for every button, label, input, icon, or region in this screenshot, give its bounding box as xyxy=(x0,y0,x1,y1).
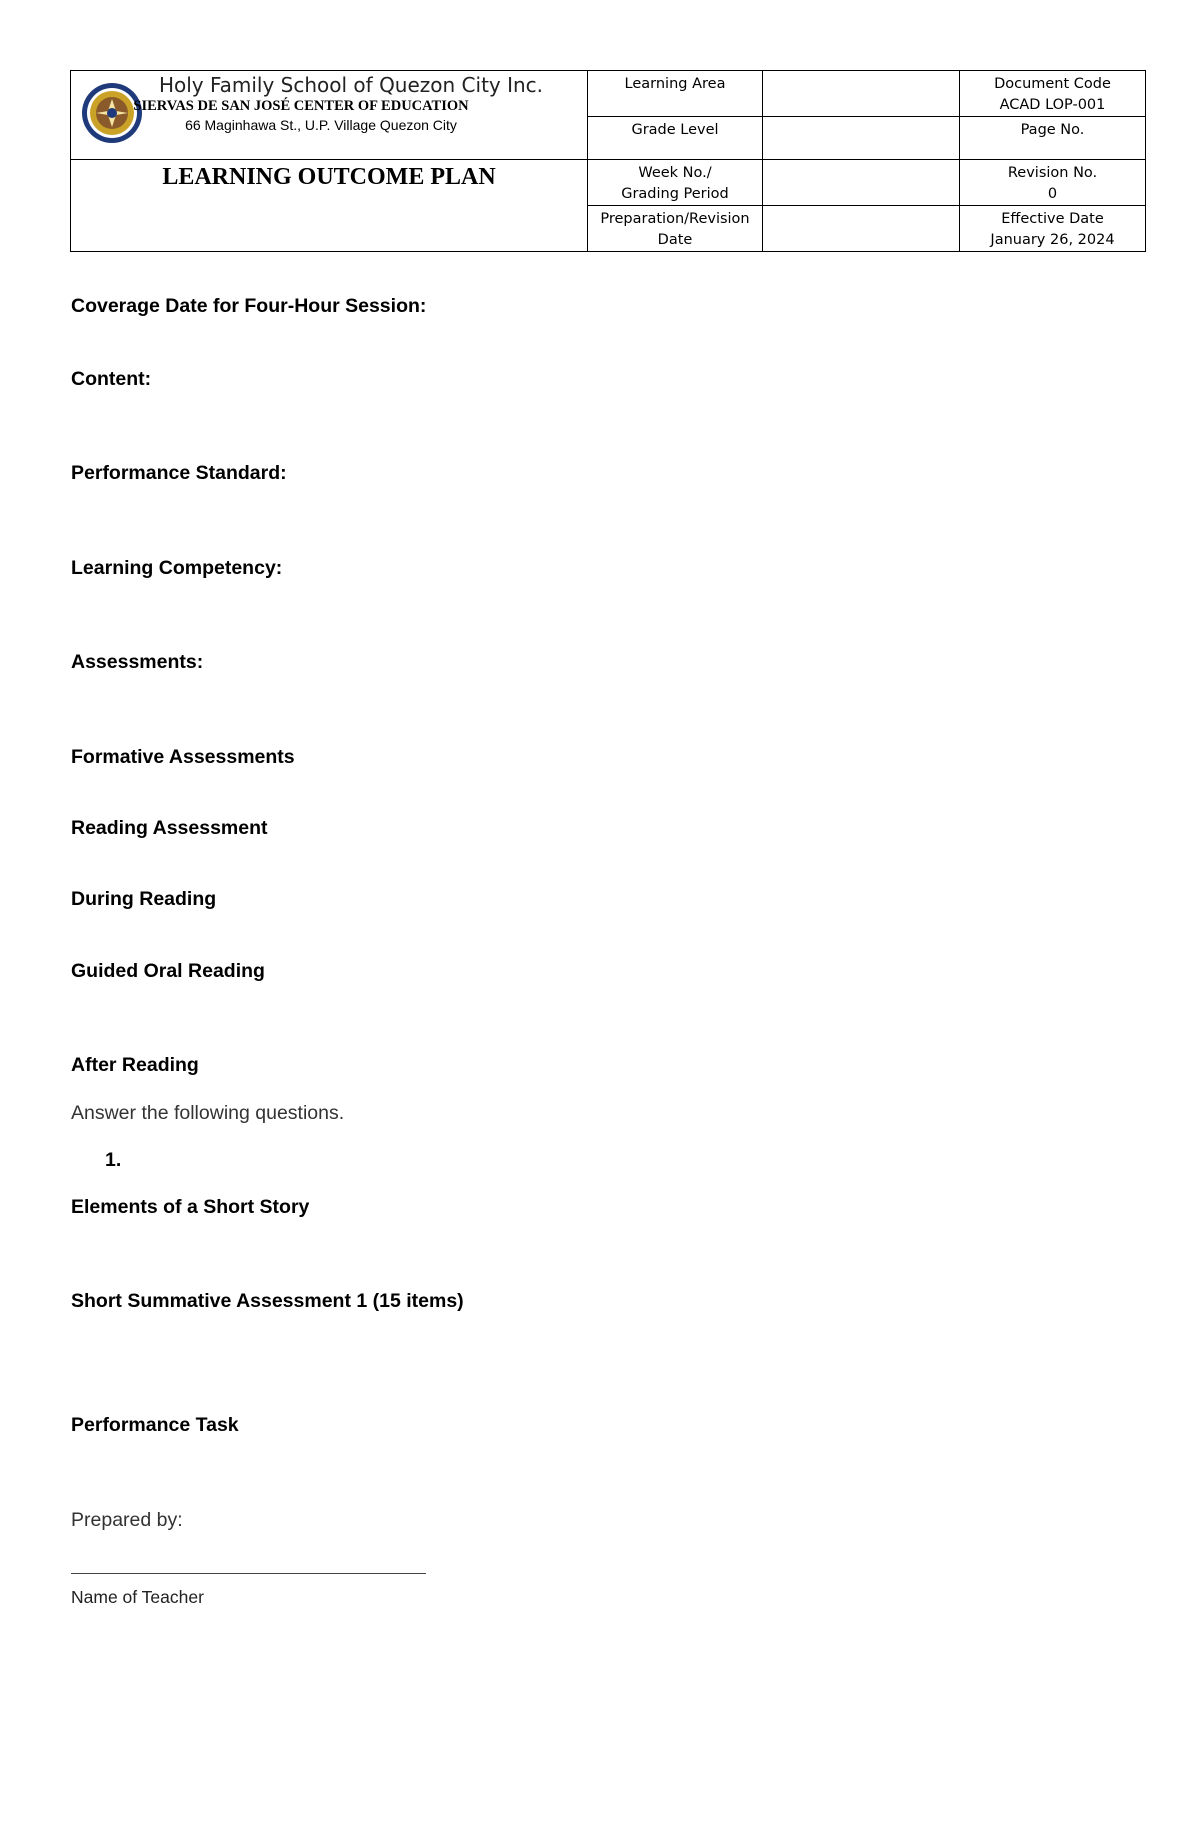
grade-level-value xyxy=(763,117,960,160)
school-info-cell xyxy=(71,71,588,160)
document-code-label: Document Code xyxy=(994,76,1111,92)
prep-date-label-2: Date xyxy=(657,232,693,248)
week-no-cell xyxy=(588,160,763,206)
effective-date-cell xyxy=(960,206,1146,252)
document-code-cell xyxy=(960,71,1146,117)
performance-standard-heading: Performance Standard: xyxy=(71,462,287,484)
header-table xyxy=(70,70,1146,252)
week-no-label: Week No./ xyxy=(638,165,712,181)
school-name: Holy Family School of Quezon City Inc. xyxy=(158,73,544,97)
revision-no-label: Revision No. xyxy=(1007,165,1098,181)
revision-no-value: 0 xyxy=(1047,186,1058,202)
revision-no-cell xyxy=(960,160,1146,206)
grade-level-label: Grade Level xyxy=(588,117,763,160)
prepared-by-label: Prepared by: xyxy=(71,1509,183,1531)
prep-date-cell xyxy=(588,206,763,252)
effective-date-label: Effective Date xyxy=(1001,211,1104,227)
school-subtitle: SIERVAS DE SAN JOSÉ CENTER OF EDUCATION xyxy=(133,98,469,114)
learning-area-value xyxy=(763,71,960,117)
performance-task-heading: Performance Task xyxy=(71,1414,239,1436)
learning-competency-heading: Learning Competency: xyxy=(71,557,283,579)
prep-date-label: Preparation/Revision xyxy=(600,211,750,227)
reading-assessment-heading: Reading Assessment xyxy=(71,817,268,839)
during-reading-heading: During Reading xyxy=(71,888,217,910)
learning-area-label: Learning Area xyxy=(588,71,763,117)
document-title: LEARNING OUTCOME PLAN xyxy=(71,160,588,252)
short-summative-heading: Short Summative Assessment 1 (15 items) xyxy=(71,1290,464,1312)
document-code-value: ACAD LOP-001 xyxy=(999,97,1106,113)
list-item-number: 1. xyxy=(105,1149,122,1171)
assessments-heading: Assessments: xyxy=(71,651,204,673)
page-no-label: Page No. xyxy=(960,117,1146,160)
prep-date-value xyxy=(763,206,960,252)
grading-period-label: Grading Period xyxy=(621,186,729,202)
after-reading-heading: After Reading xyxy=(71,1054,199,1076)
week-no-value xyxy=(763,160,960,206)
coverage-date-heading: Coverage Date for Four-Hour Session: xyxy=(71,295,427,317)
effective-date-value: January 26, 2024 xyxy=(990,232,1115,248)
signature-line xyxy=(71,1573,426,1574)
formative-assessments-heading: Formative Assessments xyxy=(71,746,295,768)
name-of-teacher-label: Name of Teacher xyxy=(71,1587,204,1607)
guided-oral-reading-heading: Guided Oral Reading xyxy=(71,960,265,982)
content-heading: Content: xyxy=(71,368,152,390)
school-address: 66 Maginhawa St., U.P. Village Quezon City xyxy=(185,117,457,133)
answer-questions-text: Answer the following questions. xyxy=(71,1102,345,1124)
elements-short-story-heading: Elements of a Short Story xyxy=(71,1196,310,1218)
